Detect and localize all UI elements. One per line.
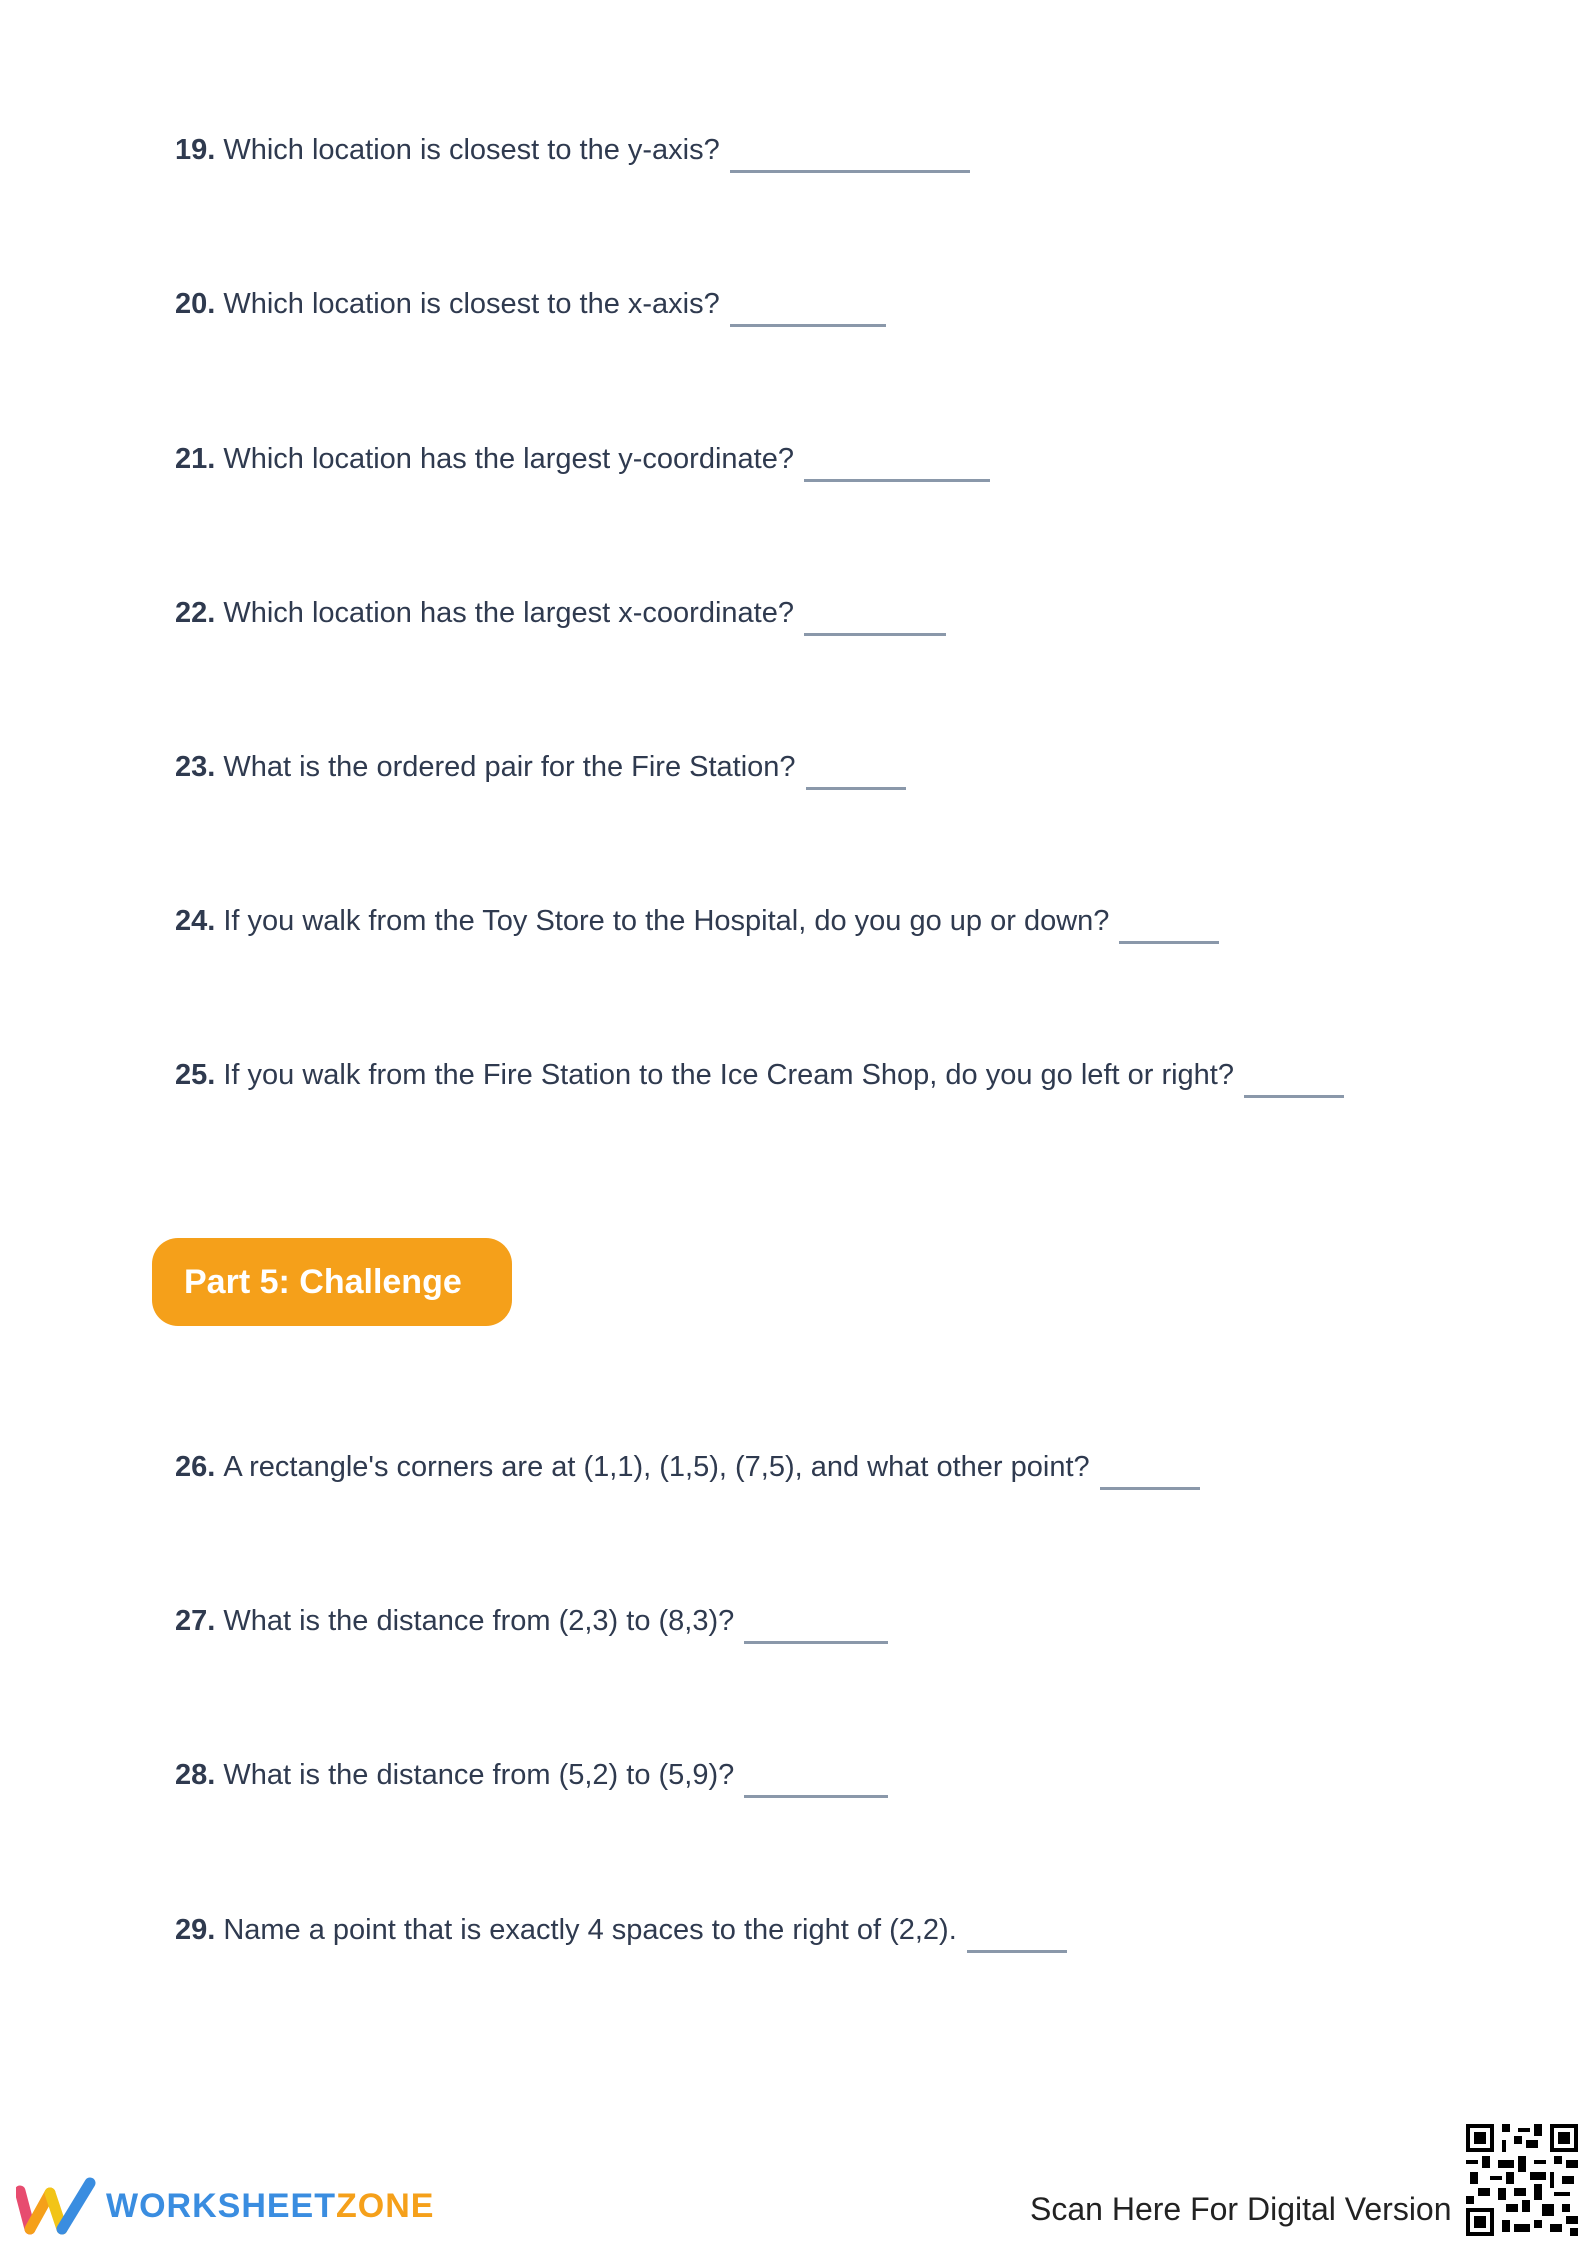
- answer-blank[interactable]: [806, 787, 906, 790]
- answer-blank[interactable]: [967, 1950, 1067, 1953]
- question-text: Which location is closest to the x-axis?: [223, 288, 720, 320]
- answer-blank[interactable]: [730, 324, 886, 327]
- question-27: [175, 1603, 888, 1639]
- answer-blank[interactable]: [744, 1641, 888, 1644]
- question-text: Which location has the largest y-coordinate?: [223, 443, 794, 475]
- question-20: [175, 286, 886, 322]
- question-number: 19.: [175, 134, 216, 166]
- question-29: [175, 1912, 1067, 1948]
- answer-blank[interactable]: [744, 1795, 888, 1798]
- question-number: 22.: [175, 597, 216, 629]
- question-text: What is the distance from (2,3) to (8,3)?: [223, 1605, 735, 1637]
- question-21: [175, 441, 990, 477]
- question-number: 28.: [175, 1759, 216, 1791]
- question-number: 24.: [175, 905, 216, 937]
- brand-name: WORKSHEETZONE: [106, 2186, 435, 2225]
- question-number: 20.: [175, 288, 216, 320]
- question-number: 25.: [175, 1059, 216, 1091]
- question-text: Which location has the largest x-coordinate?: [223, 597, 794, 629]
- worksheetzone-logo[interactable]: [16, 2176, 434, 2236]
- answer-blank[interactable]: [1119, 941, 1219, 944]
- answer-blank[interactable]: [804, 633, 946, 636]
- question-number: 21.: [175, 443, 216, 475]
- question-text: A rectangle's corners are at (1,1), (1,5), (7,5), and what other point?: [223, 1451, 1090, 1483]
- question-text: What is the distance from (5,2) to (5,9)?: [223, 1759, 735, 1791]
- worksheetzone-logo-icon: [16, 2177, 96, 2235]
- qr-code-icon[interactable]: [1466, 2124, 1578, 2236]
- question-25: [175, 1057, 1344, 1093]
- answer-blank[interactable]: [730, 170, 970, 173]
- question-text: Which location is closest to the y-axis?: [223, 134, 720, 166]
- section-title: Part 5: Challenge: [184, 1262, 462, 1301]
- question-number: 23.: [175, 751, 216, 783]
- question-19: [175, 132, 970, 168]
- question-23: [175, 749, 906, 785]
- section-header-part-5: [152, 1238, 512, 1326]
- question-text: If you walk from the Fire Station to the Ice Cream Shop, do you go left or right?: [223, 1059, 1234, 1091]
- question-26: [175, 1449, 1200, 1485]
- question-text: What is the ordered pair for the Fire Station?: [223, 751, 796, 783]
- question-number: 27.: [175, 1605, 216, 1637]
- question-text: If you walk from the Toy Store to the Hospital, do you go up or down?: [223, 905, 1110, 937]
- question-24: [175, 903, 1219, 939]
- question-22: [175, 595, 946, 631]
- question-text: Name a point that is exactly 4 spaces to the right of (2,2).: [223, 1914, 957, 1946]
- scan-label: Scan Here For Digital Version: [1030, 2191, 1452, 2227]
- question-number: 26.: [175, 1451, 216, 1483]
- answer-blank[interactable]: [1244, 1095, 1344, 1098]
- answer-blank[interactable]: [1100, 1487, 1200, 1490]
- answer-blank[interactable]: [804, 479, 990, 482]
- question-number: 29.: [175, 1914, 216, 1946]
- question-28: [175, 1757, 888, 1793]
